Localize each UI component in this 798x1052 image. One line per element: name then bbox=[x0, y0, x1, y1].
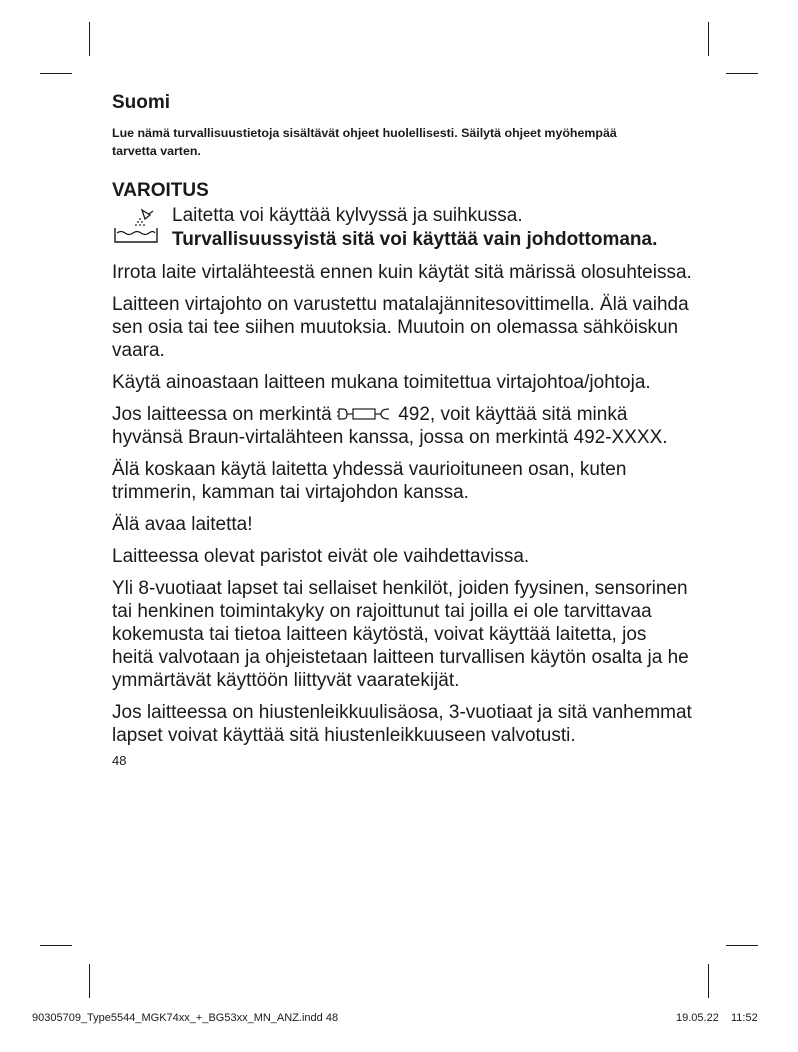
marking-text-after: 492, voit käyttää sitä minkä hyvänsä Braun-virtalähteen kanssa, jossa on merkintä 492-XXXX. bbox=[112, 404, 668, 448]
crop-mark-bottom-left-vertical bbox=[89, 964, 90, 998]
crop-mark-bottom-left-horizontal bbox=[40, 945, 72, 946]
warning-text-normal: Laitetta voi käyttää kylvyssä ja suihkussa. bbox=[172, 205, 523, 226]
power-adapter-symbol-icon bbox=[337, 407, 393, 421]
footer-date: 19.05.22 bbox=[676, 1012, 719, 1024]
paragraph-unplug: Irrota laite virtalähteestä ennen kuin käytät sitä märissä olosuhteissa. bbox=[112, 262, 692, 283]
intro-text: Lue nämä turvallisuustietoja sisältävät ohjeet huolellisesti. Säilytä ohjeet myöhempää tarvetta varten. bbox=[112, 126, 617, 158]
page-number: 48 bbox=[112, 753, 127, 768]
warning-text bbox=[172, 204, 692, 252]
crop-mark-top-right-vertical bbox=[708, 22, 709, 56]
marking-text-before: Jos laitteessa on merkintä bbox=[112, 404, 337, 425]
crop-mark-top-left-vertical bbox=[89, 22, 90, 56]
paragraph-marking bbox=[112, 403, 692, 449]
page-content bbox=[112, 92, 692, 769]
paragraph-cord: Käytä ainoastaan laitteen mukana toimitettua virtajohtoa/johtoja. bbox=[112, 372, 651, 393]
paragraph-children: Yli 8-vuotiaat lapset tai sellaiset henkilöt, joiden fyysinen, sensorinen tai henkinen toimintakyky on rajoittunut tai joilla ei ole tarvittavaa kokemusta tai tietoa laitteen käytöstä, voivat käyttää laitetta, jos heitä valvotaan ja ohjeistetaan laitteen turvallisen käytön osalta ja he ymmärtävät käyttöön liittyvät vaaratekijät. bbox=[112, 578, 689, 691]
warning-title: VAROITUS bbox=[112, 180, 209, 201]
warning-text-bold: Turvallisuussyistä sitä voi käyttää vain johdottomana. bbox=[172, 229, 658, 250]
footer-time: 11:52 bbox=[731, 1012, 758, 1024]
crop-mark-bottom-right-horizontal bbox=[726, 945, 758, 946]
crop-mark-top-right-horizontal bbox=[726, 73, 758, 74]
paragraph-adapter: Laitteen virtajohto on varustettu matalajännitesovittimella. Älä vaihda sen osia tai tee siihen muutoksia. Muutoin on olemassa sähköiskun vaara. bbox=[112, 294, 689, 361]
paragraph-attachment: Jos laitteessa on hiustenleikkuulisäosa, 3-vuotiaat ja sitä vanhemmat lapset voivat käyttää sitä hiustenleikkuuseen valvotusti. bbox=[112, 702, 692, 746]
bath-shower-icon bbox=[112, 206, 160, 246]
paragraph-batteries: Laitteessa olevat paristot eivät ole vaihdettavissa. bbox=[112, 546, 530, 567]
paragraph-damaged: Älä koskaan käytä laitetta yhdessä vaurioituneen osan, kuten trimmerin, kamman tai virtajohdon kanssa. bbox=[112, 459, 627, 503]
footer-file-info: 90305709_Type5544_MGK74xx_+_BG53xx_MN_ANZ.indd 48 bbox=[32, 1012, 339, 1024]
language-heading: Suomi bbox=[112, 92, 171, 113]
crop-mark-bottom-right-vertical bbox=[708, 964, 709, 998]
warning-block bbox=[112, 204, 692, 252]
paragraph-do-not-open: Älä avaa laitetta! bbox=[112, 514, 253, 535]
crop-mark-top-left-horizontal bbox=[40, 73, 72, 74]
